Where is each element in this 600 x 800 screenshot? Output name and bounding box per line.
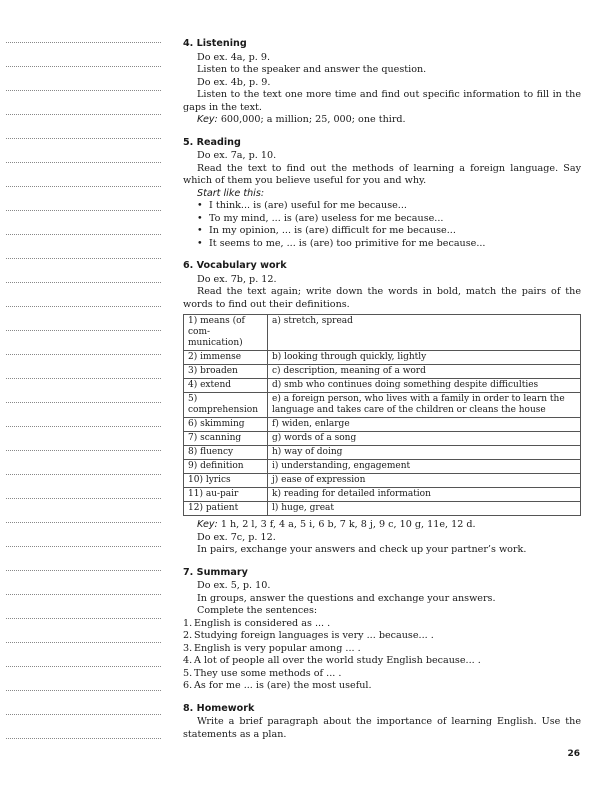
instruction-line: Listen to the speaker and answer the question. — [197, 64, 427, 75]
table-row — [184, 502, 581, 516]
section-heading: 7. Summary — [183, 566, 248, 578]
word-cell: 10) lyrics — [184, 474, 268, 488]
list-item — [183, 680, 581, 693]
definition-cell: l) huge, great — [268, 502, 581, 516]
definition-cell: e) a foreign person, who lives with a family in order to learn the language and takes care of the children or cleans the house — [268, 393, 581, 418]
definition-cell: c) description, meaning of a word — [268, 365, 581, 379]
margin-line — [6, 162, 161, 163]
margin-line — [6, 306, 161, 307]
word-cell: 12) patient — [184, 502, 268, 516]
margin-line — [6, 282, 161, 283]
instruction-line: Do ex. 7a, p. 10. — [197, 150, 277, 161]
table-row — [184, 446, 581, 460]
key-text: 600,000; a million; 25, 000; one third. — [217, 114, 406, 125]
item-text: Studying foreign languages is very ... because... . — [194, 630, 434, 641]
margin-line — [6, 234, 161, 235]
instruction-line: In groups, answer the questions and exchange your answers. — [197, 592, 496, 604]
table-row — [184, 460, 581, 474]
instruction-line: Do ex. 7b, p. 12. — [197, 273, 277, 285]
numbered-list — [183, 618, 581, 693]
bullet-list — [183, 200, 581, 250]
section-homework — [183, 703, 581, 742]
word-cell: 9) definition — [184, 460, 268, 474]
table-row — [184, 393, 581, 418]
item-text: A lot of people all over the world study English because... . — [194, 655, 481, 666]
definition-cell: f) widen, enlarge — [268, 418, 581, 432]
table-row — [184, 418, 581, 432]
item-text: As for me ... is (are) the most useful. — [194, 680, 372, 691]
item-number: 5. — [183, 667, 193, 679]
list-item: • To my mind, ... is (are) useless for me because... — [197, 213, 581, 226]
instruction-line: Do ex. 7c, p. 12. — [197, 531, 276, 543]
instruction-line: Do ex. 4b, p. 9. — [197, 76, 271, 88]
margin-line — [6, 450, 161, 451]
word-cell: 3) broaden — [184, 365, 268, 379]
margin-line — [6, 738, 161, 739]
definition-cell: d) smb who continues doing something despite difficulties — [268, 379, 581, 393]
word-cell: 4) extend — [184, 379, 268, 393]
instruction-line: Complete the sentences: — [197, 605, 318, 616]
key-text: 1 h, 2 l, 3 f, 4 a, 5 i, 6 b, 7 k, 8 j, 9 c, 10 g, 11e, 12 d. — [217, 519, 476, 530]
section-heading: 5. Reading — [183, 136, 241, 148]
margin-line — [6, 186, 161, 187]
list-item: • In my opinion, ... is (are) difficult for me because... — [197, 225, 581, 238]
margin-line — [6, 570, 161, 571]
list-item — [183, 655, 581, 668]
key-label: Key: — [197, 114, 218, 125]
table-row — [184, 432, 581, 446]
instruction-paragraph: Write a brief paragraph about the importance of learning English. Use the statements as a plan. — [183, 716, 581, 740]
margin-line — [6, 546, 161, 547]
answer-key — [183, 114, 581, 127]
margin-line — [6, 138, 161, 139]
list-item — [183, 643, 581, 656]
vocabulary-table — [183, 314, 581, 516]
section-heading: 8. Homework — [183, 702, 255, 714]
item-number: 6. — [183, 680, 193, 691]
item-text: They use some methods of ... . — [194, 667, 342, 679]
margin-line — [6, 666, 161, 667]
margin-line — [6, 210, 161, 211]
margin-line — [6, 522, 161, 523]
instruction-paragraph: Listen to the text one more time and find out specific information to fill in the gaps in the text. — [183, 89, 581, 113]
definition-cell: b) looking through quickly, lightly — [268, 351, 581, 365]
section-reading — [183, 137, 581, 251]
table-row — [184, 488, 581, 502]
definition-cell: a) stretch, spread — [268, 315, 581, 351]
margin-line — [6, 402, 161, 403]
definition-cell: h) way of doing — [268, 446, 581, 460]
margin-line — [6, 378, 161, 379]
margin-line — [6, 690, 161, 691]
item-number: 3. — [183, 642, 193, 654]
word-cell: 2) immense — [184, 351, 268, 365]
table-row — [184, 315, 581, 351]
margin-line — [6, 114, 161, 115]
definition-cell: j) ease of expression — [268, 474, 581, 488]
table-row — [184, 379, 581, 393]
list-item: • It seems to me, ... is (are) too primitive for me because... — [197, 238, 581, 251]
list-item — [183, 618, 581, 631]
item-text: English is considered as ... . — [194, 617, 331, 629]
table-row — [184, 474, 581, 488]
definition-cell: g) words of a song — [268, 432, 581, 446]
word-cell: 5) comprehension — [184, 393, 268, 418]
page-content — [183, 38, 581, 751]
section-heading: 4. Listening — [183, 38, 247, 49]
list-item — [183, 668, 581, 681]
word-cell: 7) scanning — [184, 432, 268, 446]
table-row — [184, 365, 581, 379]
item-number: 1. — [183, 617, 193, 629]
margin-line — [6, 714, 161, 715]
answer-key — [183, 519, 581, 532]
list-item: • I think... is (are) useful for me because... — [197, 200, 581, 213]
instruction-line: Do ex. 5, p. 10. — [197, 580, 271, 591]
section-heading: 6. Vocabulary work — [183, 260, 287, 271]
margin-line — [6, 258, 161, 259]
section-listening — [183, 38, 581, 127]
margin-line — [6, 642, 161, 643]
key-label: Key: — [197, 519, 218, 530]
item-number: 2. — [183, 630, 193, 641]
word-cell: 6) skimming — [184, 418, 268, 432]
start-label: Start like this: — [197, 187, 265, 199]
instruction-paragraph: Read the text again; write down the words in bold, match the pairs of the words to find out their definitions. — [183, 286, 581, 310]
page-number: 26 — [567, 749, 580, 759]
table-row — [184, 351, 581, 365]
margin-line — [6, 66, 161, 67]
margin-line — [6, 474, 161, 475]
word-cell: 11) au-pair — [184, 488, 268, 502]
instruction-line: In pairs, exchange your answers and check up your partner’s work. — [197, 544, 527, 555]
word-cell: 8) fluency — [184, 446, 268, 460]
item-text: English is very popular among ... . — [194, 642, 361, 654]
definition-cell: k) reading for detailed information — [268, 488, 581, 502]
section-vocabulary — [183, 260, 581, 557]
definition-cell: i) understanding, engagement — [268, 460, 581, 474]
margin-line — [6, 354, 161, 355]
margin-line — [6, 90, 161, 91]
instruction-paragraph: Read the text to find out the methods of learning a foreign language. Say which of them you believe useful for you and why. — [183, 162, 581, 186]
margin-line — [6, 426, 161, 427]
list-item — [183, 630, 581, 643]
word-cell: 1) means (of com-munication) — [184, 315, 268, 351]
section-summary — [183, 567, 581, 693]
margin-line — [6, 330, 161, 331]
instruction-line: Do ex. 4a, p. 9. — [197, 51, 271, 63]
margin-note-lines — [0, 0, 165, 800]
margin-line — [6, 618, 161, 619]
margin-line — [6, 42, 161, 43]
margin-line — [6, 594, 161, 595]
item-number: 4. — [183, 655, 193, 666]
margin-line — [6, 498, 161, 499]
